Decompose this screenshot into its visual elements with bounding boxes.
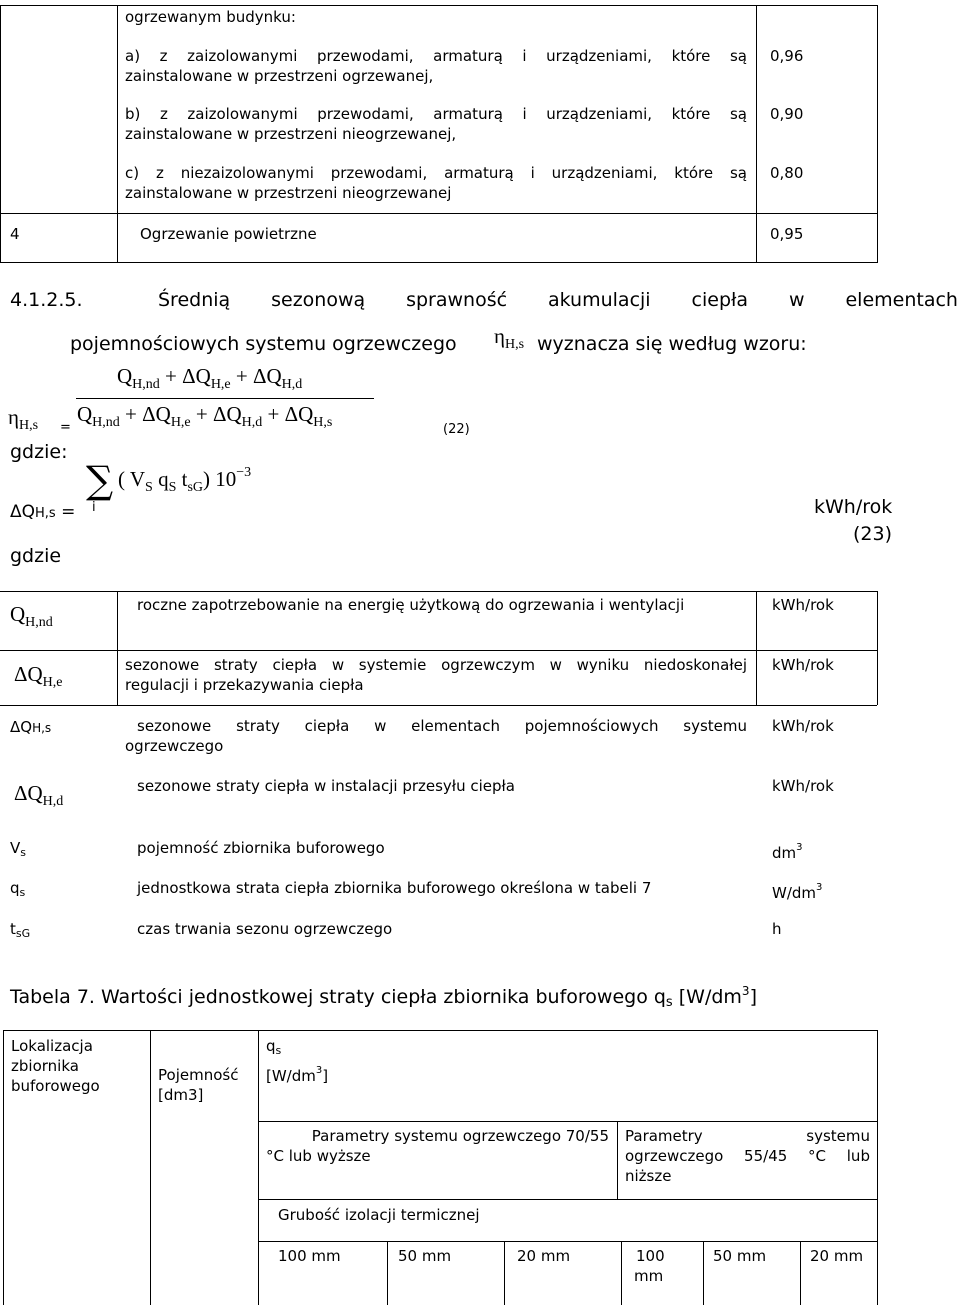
def-desc-line2: regulacji i przekazywania ciepła	[125, 676, 364, 694]
heading-word: w	[789, 289, 805, 311]
heading-line2-b: wyznacza się według wzoru:	[537, 333, 807, 355]
heading-word: sprawność	[406, 289, 508, 311]
header-pojemnosc: Pojemność [dm3]	[158, 1066, 239, 1104]
row-a-line2: zainstalowane w przestrzeni ogrzewanej,	[125, 67, 434, 85]
sigma-index: i	[92, 500, 96, 515]
header-lokalizacja: Lokalizacja zbiornika buforowego	[11, 1037, 100, 1095]
def-unit: $dm^3$	[772, 842, 803, 862]
def-unit: $W/dm^3$	[772, 882, 823, 902]
def-desc: sezonowe straty ciepła w elementach pojemnościowych systemu	[137, 717, 747, 735]
table7-caption: Tabela 7. Wartości jednostkowej straty ciepła zbiornika buforowego qs $[W/dm^3]$	[10, 984, 757, 1010]
intro-text: ogrzewanym budynku:	[125, 8, 296, 26]
def-unit: kWh/rok	[772, 596, 834, 614]
def-symbol-qs: $q_s$	[10, 879, 26, 899]
def-unit: h	[772, 920, 782, 938]
eta-symbol: $\eta_{H,s}$	[494, 324, 525, 352]
thickness-cell: 20 mm	[517, 1247, 571, 1265]
def-symbol-dq-hd: $\Delta Q_{H,d}$	[14, 781, 64, 809]
def-desc: czas trwania sezonu ogrzewczego	[137, 920, 393, 938]
delta-q-hs-lhs: ΔQH,s =	[10, 502, 76, 522]
def-symbol-dq-he: $\Delta Q_{H,e}$	[14, 662, 63, 690]
thickness-cell: 50 mm	[398, 1247, 452, 1265]
def-unit: kWh/rok	[772, 656, 834, 674]
def-unit: kWh/rok	[772, 777, 834, 795]
equals-sign: =	[60, 420, 71, 435]
heading-word: elementach	[845, 289, 958, 311]
row4-label: Ogrzewanie powietrzne	[140, 225, 317, 243]
heading-word: sezonową	[271, 289, 366, 311]
header-params-low: Parametry systemu ogrzewczego 55/45 °C lub niższe	[625, 1127, 870, 1185]
sigma-symbol: ∑	[86, 458, 114, 502]
section-number: 4.1.2.5.	[10, 289, 83, 311]
heading-word: akumulacji	[548, 289, 651, 311]
gdzie-label-1: gdzie:	[10, 441, 68, 463]
def-desc: pojemność zbiornika buforowego	[137, 839, 385, 857]
row-b-line2: zainstalowane w przestrzeni nieogrzewanej,	[125, 125, 457, 143]
header-params-high: Parametry systemu ogrzewczego 70/55 °C lub wyższe	[266, 1127, 609, 1165]
header-qs: $q_s$ $[W/dm^3]$	[266, 1037, 329, 1085]
def-desc-line2: ogrzewczego	[125, 737, 224, 755]
row4-value: 0,95	[770, 225, 804, 243]
def-desc: sezonowe straty ciepła w instalacji przesyłu ciepła	[137, 777, 515, 795]
row-c-value: 0,80	[770, 164, 804, 182]
row-b-value: 0,90	[770, 105, 804, 123]
unit-kwh: kWh/rok	[814, 496, 893, 518]
row-a-line1: a) z zaizolowanymi przewodami, armaturą i urządzeniami, które są	[125, 47, 747, 65]
thickness-cell: 50 mm	[713, 1247, 767, 1265]
gdzie-label-2: gdzie	[10, 545, 62, 567]
equation-tag-22: (22)	[443, 422, 470, 437]
def-symbol-tsg: $t_{sG}$	[10, 920, 31, 940]
fraction-bar	[76, 398, 374, 399]
def-symbol-vs: $V_s$	[10, 839, 26, 859]
heading-line2-a: pojemnościowych systemu ogrzewczego	[70, 333, 457, 355]
row-a-value: 0,96	[770, 47, 804, 65]
section-heading-line1	[158, 289, 958, 311]
row-c-line1: c) z niezaizolowanymi przewodami, armaturą i urządzeniami, które są	[125, 164, 747, 182]
eta-hs-lhs: $\eta_{H,s}$	[8, 405, 39, 433]
formula-denominator: $Q_{H,nd} + \Delta Q_{H,e} + \Delta Q_{H,d} + \Delta Q_{H,s}$	[77, 402, 333, 430]
def-symbol-dq-hs: ΔQH,s	[10, 718, 52, 736]
formula-numerator: $Q_{H,nd} + \Delta Q_{H,e} + \Delta Q_{H,d}$	[117, 364, 303, 392]
row-b-line1: b) z zaizolowanymi przewodami, armaturą i urządzeniami, które są	[125, 105, 747, 123]
def-symbol-q-hnd: $Q_{H,nd}$	[10, 602, 53, 630]
def-desc: jednostkowa strata ciepła zbiornika buforowego określona w tabeli 7	[137, 879, 652, 897]
def-unit: kWh/rok	[772, 717, 834, 735]
equation-tag-23: (23)	[853, 523, 893, 545]
thickness-cell: 20 mm	[810, 1247, 864, 1265]
formula-23-body: ( $V_S$ $q_S$ $t_{sG}$) $10^{-3}$	[118, 465, 252, 495]
header-insulation: Grubość izolacji termicznej	[278, 1206, 480, 1224]
def-desc: roczne zapotrzebowanie na energię użytkową do ogrzewania i wentylacji	[137, 596, 685, 614]
thickness-cell: 100 mm	[634, 1247, 665, 1285]
thickness-cell: 100 mm	[278, 1247, 341, 1265]
heading-word: ciepła	[691, 289, 749, 311]
row-c-line2: zainstalowane w przestrzeni nieogrzewanej	[125, 184, 452, 202]
def-desc: sezonowe straty ciepła w systemie ogrzewczym w wyniku niedoskonałej	[125, 656, 747, 674]
row4-number: 4	[10, 225, 20, 243]
heading-word: Średnią	[158, 289, 231, 311]
